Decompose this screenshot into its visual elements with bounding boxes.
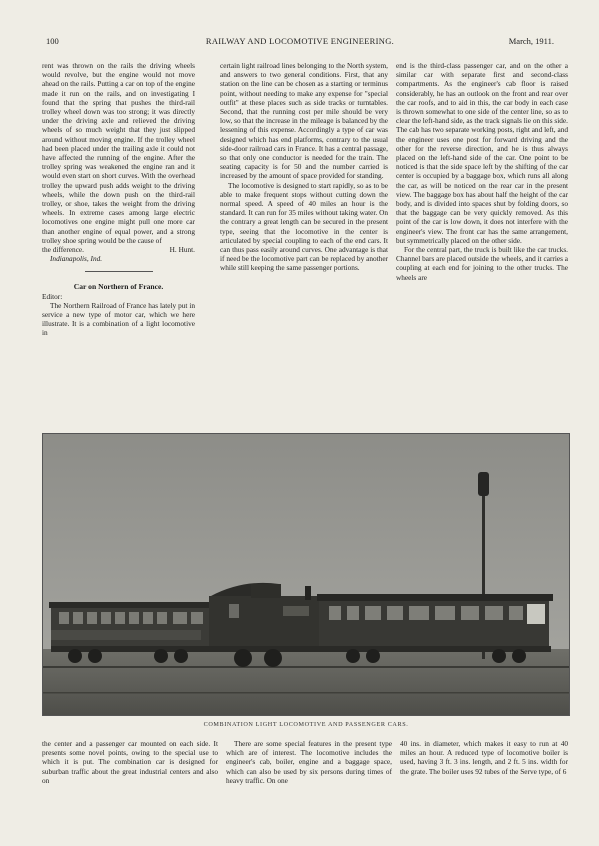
baggage-box xyxy=(51,630,201,640)
letter-last-words: the difference. xyxy=(42,245,84,255)
bottom-col3-text: 40 ins. in diameter, which makes it easy to run at 40 miles an hour. A reduced type of locomotive boiler is used, having 3 ft. 3 ins. length, and 2 ft. 5 ins. width for the grate. The boiler uses 92 tubes of the Serve type, of 6 xyxy=(400,739,568,776)
bottom-column-2 xyxy=(226,739,392,811)
running-header xyxy=(46,36,554,50)
front-car-roof xyxy=(317,594,553,601)
journal-title: RAILWAY AND LOCOMOTIVE ENGINEERING. xyxy=(205,36,395,46)
col3-paragraph-2: For the central part, the truck is built like the car trucks. Channel bars are placed outside the wheels, and it carries a coupling at each end for joining to the other trucks. The wheels are xyxy=(396,245,568,282)
locomotive-body xyxy=(209,596,319,648)
col2-paragraph-1: certain light railroad lines belonging to the North system, and answers to two general conditions. First, that any station on the line can be chosen as a starting or terminus point, without needing to make any expense for "special outfit" at these places such as side tracks or turntables. Second, that the running cost per mile should be very low, so that the increase in the mileage is balanced by the lessening of this expense. Accordingly a type of car was designed which has end platforms, contrary to the usual side-door railroad cars in France. It has a central passage, so that only one conductor is needed for the train. The seating capacity is for 50 and the number carried is increased by the amount of space provided for standing. xyxy=(220,61,388,181)
bottom-col1-text: the center and a passenger car mounted on each side. It presents some novel points, owing to the special use to which it is put. The combination car is designed for suburban traffic about the great industrial centers and also on xyxy=(42,739,218,785)
end-door-window xyxy=(527,604,545,624)
ground xyxy=(43,649,569,715)
underframe xyxy=(51,646,551,652)
bottom-column-3 xyxy=(400,739,568,811)
rear-car-roof xyxy=(49,602,213,608)
column-3 xyxy=(396,61,568,426)
train-illustration xyxy=(43,434,569,715)
letter-place: Indianapolis, Ind. xyxy=(50,254,103,264)
rail xyxy=(43,692,569,694)
article-intro: The Northern Railroad of France has lately put in service a new type of motor car, which we here illustrate. It is a combination of a light locomotive in xyxy=(42,300,195,338)
page-number: 100 xyxy=(46,36,59,46)
front-car-windows xyxy=(329,606,523,620)
figure-caption: COMBINATION LIGHT LOCOMOTIVE AND PASSENGER CARS. xyxy=(203,721,409,728)
bottom-col2-text: There are some special features in the present type which are of interest. The locomotive includes the engineer's cab, boiler, engine and a baggage space, which can also be used by six persons during times of heavy traffic. On one xyxy=(226,739,392,785)
col2-paragraph-2: The locomotive is designed to start rapidly, so as to be able to make frequent stops without cutting down the normal speed. A speed of 40 miles an hour is the standard. It can run for 35 miles without taking water. On the contrary a great length can be secured in the present type, seeing that the locomotive in the center is articulated by special coupling to each of the end cars. It can thus pass easily around curves. One advantage is that if need be the locomotive part can be replaced by another while still keeping the same passenger portions. xyxy=(220,180,388,273)
letter-signature-line xyxy=(42,245,195,254)
boiler xyxy=(283,606,309,616)
train-photograph xyxy=(42,433,570,716)
col3-paragraph-1: end is the third-class passenger car, and on the other a similar car with separate first and second-class compartments. As the engineer's cab floor is raised considerably, he has an outlook on the front and rear over the car roofs, and to aid in this, the car body in each case is thrown somewhat to one side of the center line, so as to clear the left-hand side, as the track signals lie on this side. The cab has two separate working posts, right and left, and the engineer uses one post for forward driving and the other for the reverse direction, and he is thus always placed on the left-hand side of the car. One point to be noticed is that the side space left by the shifting of the car center is occupied by a baggage box, which runs all along the car, as will be noticed on the rear car in the present view. The baggage box has about half the height of the car body, and is divided into spaces shut by folding doors, so that the baggage can be very quickly removed. As this point of the car is low down, it does not interfere with the engineer's view. The front car has the same arrangement, but symmetrically placed on the other side. xyxy=(396,61,568,245)
cab-window xyxy=(229,604,239,618)
engineer-cab xyxy=(251,584,281,598)
issue-date: March, 1911. xyxy=(508,36,554,46)
letter-signature: H. Hunt. xyxy=(169,245,195,255)
bottom-column-1 xyxy=(42,739,218,811)
letter-text: rent was thrown on the rails the driving wheels would revolve, but the engine would not move ahead on the rails. Putting a car on top of the engine made it run on the rails, and on investigating I found that the spring that pushes the third-rail trolley wheel down was too strong; it was directly under the driving axle and relieved the driving wheels of so much weight that they just slipped around without moving engine. If the trolley wheel had been placed under the trailing axle it could not have affected the running of the engine. After the trolley spring was weakened the engine ran and it would even start on short curves. With the overhead trolley the upward push adds weight to the driving wheels, while the down push on the third-rail trolley, or shoe, takes the weight from the driving wheels. In extreme cases among large electric locomotives one engine might pull one more car than another engine of equal power, and a strong trolley shoe spring would be the cause of xyxy=(42,61,195,245)
rear-car-windows xyxy=(59,612,203,624)
column-1 xyxy=(42,61,195,426)
salutation: Editor: xyxy=(42,291,63,301)
smokestack xyxy=(305,586,311,600)
section-divider xyxy=(85,271,153,272)
rail xyxy=(43,666,569,668)
column-2 xyxy=(220,61,388,426)
signal-head xyxy=(478,472,489,496)
article-title: Car on Northern of France. xyxy=(73,282,164,292)
